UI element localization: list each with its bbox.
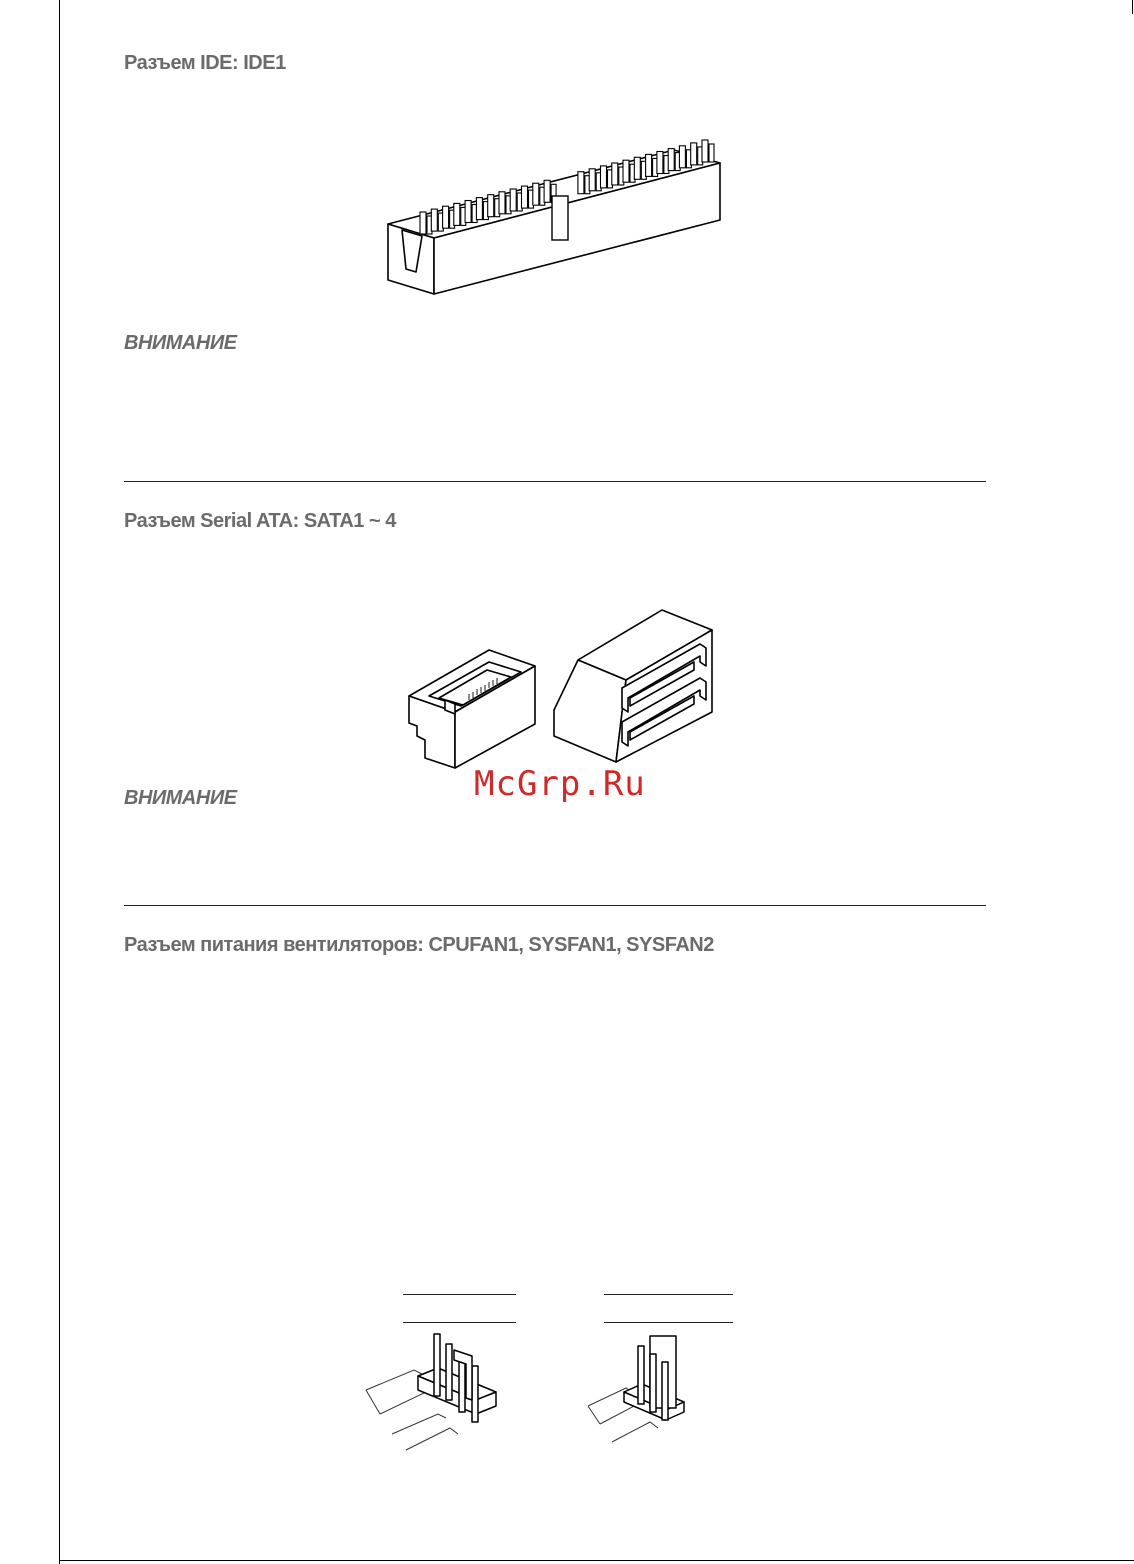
sysfan-table-rule-top [604,1294,733,1295]
ide-pin [634,157,640,179]
ide-pin [709,144,714,162]
ide-pin [702,140,708,162]
ide-pin [544,180,550,202]
ide-pin [465,201,471,223]
sata-attention-label: ВНИМАНИЕ [124,787,237,809]
sysfan-table-rule-bottom [604,1322,733,1323]
sata-single-connector-illustration [405,644,540,774]
watermark: McGrp.Ru [474,764,646,804]
ide-pin [668,149,674,171]
page-frame-left-line [59,0,60,1564]
cpufan-table-rule-bottom [403,1322,516,1323]
ide-pin [623,160,629,182]
ide-pin [612,163,618,185]
ide-pin [578,172,584,194]
page-frame-corner-tick [1132,0,1133,14]
ide-pin [431,209,437,231]
ide-pin [443,206,449,228]
ide-pin [510,189,516,211]
sata-dual-connector-illustration [550,606,720,766]
page-frame-bottom-line [59,1560,1134,1561]
section-divider [124,481,986,482]
ide-pin [601,166,607,188]
sysfan-3pin-connector-illustration [584,1332,694,1448]
ide-pin [691,143,697,165]
cpufan-table-rule-top [403,1294,516,1295]
ide-heading: Разъем IDE: IDE1 [124,52,286,74]
ide-pin [476,198,482,220]
ide-pin [646,154,652,176]
ide-pin [488,195,494,217]
ide-connector-illustration [380,150,730,300]
ide-pin [499,192,505,214]
ide-pin [657,152,663,174]
ide-attention-label: ВНИМАНИЕ [124,332,237,354]
ide-pin [420,212,426,234]
fan-heading: Разъем питания вентиляторов: CPUFAN1, SYSFAN1, SYSFAN2 [124,934,714,956]
ide-pin [589,169,595,191]
ide-pin [522,186,528,208]
section-divider [124,905,986,906]
cpufan-4pin-connector-illustration [362,1330,502,1456]
ide-pin [679,146,685,168]
sata-heading: Разъем Serial ATA: SATA1 ~ 4 [124,510,396,532]
ide-pin [454,203,460,225]
ide-pin [533,183,539,205]
